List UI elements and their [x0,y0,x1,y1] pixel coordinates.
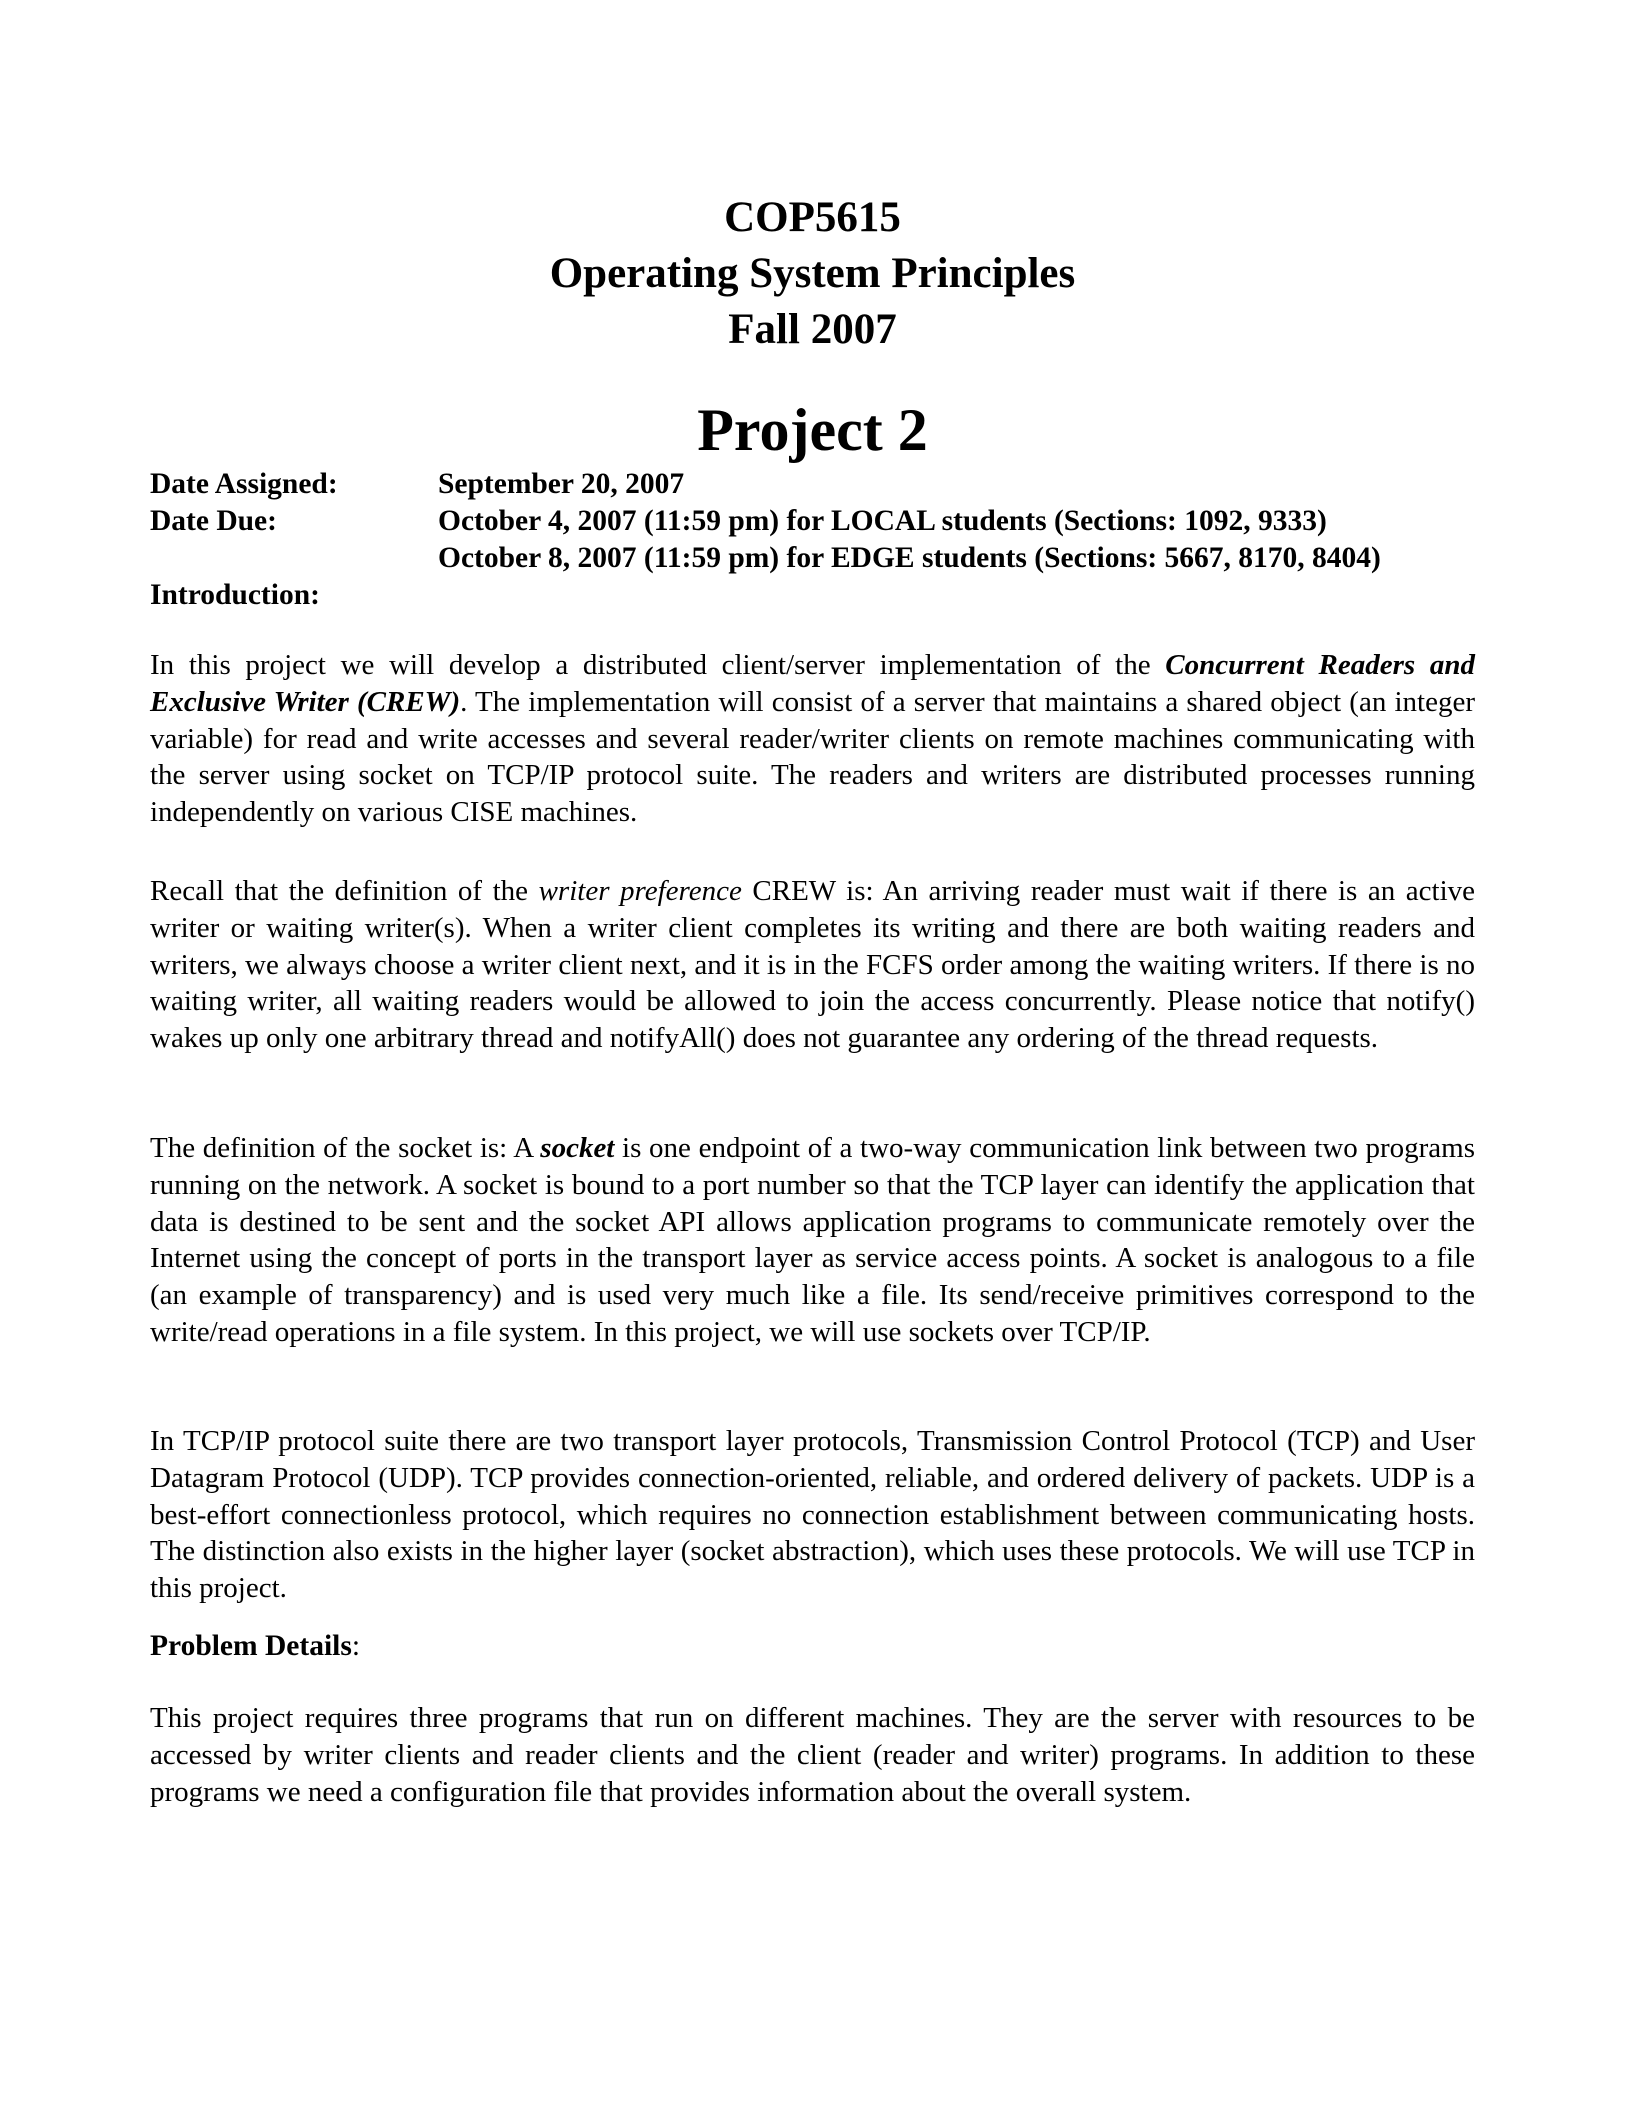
document-page [150,0,1475,2120]
date-due-row [150,503,1475,540]
problem-details-heading-text: Problem Details [150,1630,352,1662]
date-due-edge: October 8, 2007 (11:59 pm) for EDGE students (Sections: 5667, 8170, 8404) [438,542,1381,574]
intro-paragraph-1 [150,647,1475,831]
intro-paragraph-3 [150,1130,1475,1351]
date-due-spacer [150,540,438,577]
intro-paragraph-2 [150,873,1475,1057]
intro-p1-text-b: . The implementation will consist of a server that maintains a shared object (an integer variable) for read and write accesses and several reader/writer clients on remote machines communicating with the server using socket on TCP/IP protocol suite. The readers and writers are distributed processes running independently on various CISE machines. [150,685,1476,829]
problem-details-heading [150,1628,360,1665]
introduction-heading: Introduction: [150,579,320,611]
intro-p1-text-a: In this project we will develop a distributed client/server implementation of the [150,649,1166,681]
date-assigned-row [150,466,1475,503]
intro-paragraph-4: In TCP/IP protocol suite there are two transport layer protocols, Transmission Control Protocol (TCP) and User Datagram Protocol (UDP). TCP provides connection-oriented, reliable, and ordered delivery of packets. UDP is a best-effort connectionless protocol, which requires no connection establishment between communicating hosts. The distinction also exists in the higher layer (socket abstraction), which uses these protocols. We will use TCP in this project. [150,1425,1475,1605]
date-assigned-label: Date Assigned: [150,468,338,500]
course-name: Operating System Principles [549,250,1076,297]
course-term: Fall 2007 [728,306,897,353]
problem-paragraph-1: This project requires three programs that run on different machines. They are the server with resources to be accessed by writer clients and reader clients and the client (reader and writer) programs. In addition to these programs we need a configuration file that provides information about the overall system. [150,1702,1475,1808]
date-assigned-value: September 20, 2007 [438,468,685,500]
crew-term: Concurrent Readers and Exclusive Writer (CREW) [150,649,1475,718]
dates-block [150,466,1475,577]
project-title: Project 2 [697,397,928,463]
date-due-label: Date Due: [150,505,277,537]
date-due-local: October 4, 2007 (11:59 pm) for LOCAL students (Sections: 1092, 9333) [438,505,1327,537]
date-due-edge-row [150,540,1475,577]
writer-preference-term: writer preference [538,875,742,907]
problem-details-heading-colon: : [351,1630,361,1662]
course-header [150,190,1475,358]
intro-p3-text-b: is one endpoint of a two-way communication link between two programs running on the network. A socket is bound to a port number so that the TCP layer can identify the application that data is destined to be sent and the socket API allows application programs to communicate remotely over the Internet using the concept of ports in the transport layer as service access points. A socket is analogous to a file (an example of transparency) and is used very much like a file. Its send/receive primitives correspond to the write/read operations in a file system. In this project, we will use sockets over TCP/IP. [150,1132,1475,1348]
socket-term: socket [540,1132,615,1164]
intro-p2-text-b: CREW is: An arriving reader must wait if there is an active writer or waiting writer(s). When a writer client completes its writing and there are both waiting readers and writers, we always choose a writer client next, and it is in the FCFS order among the waiting writers. If there is no waiting writer, all waiting readers would be allowed to join the access concurrently. Please notice that notify() wakes up only one arbitrary thread and notifyAll() does not guarantee any ordering of the thread requests. [150,875,1475,1055]
course-code: COP5615 [724,194,901,241]
intro-p3-text-a: The definition of the socket is: A [150,1132,541,1164]
intro-p2-text-a: Recall that the definition of the [150,875,539,907]
